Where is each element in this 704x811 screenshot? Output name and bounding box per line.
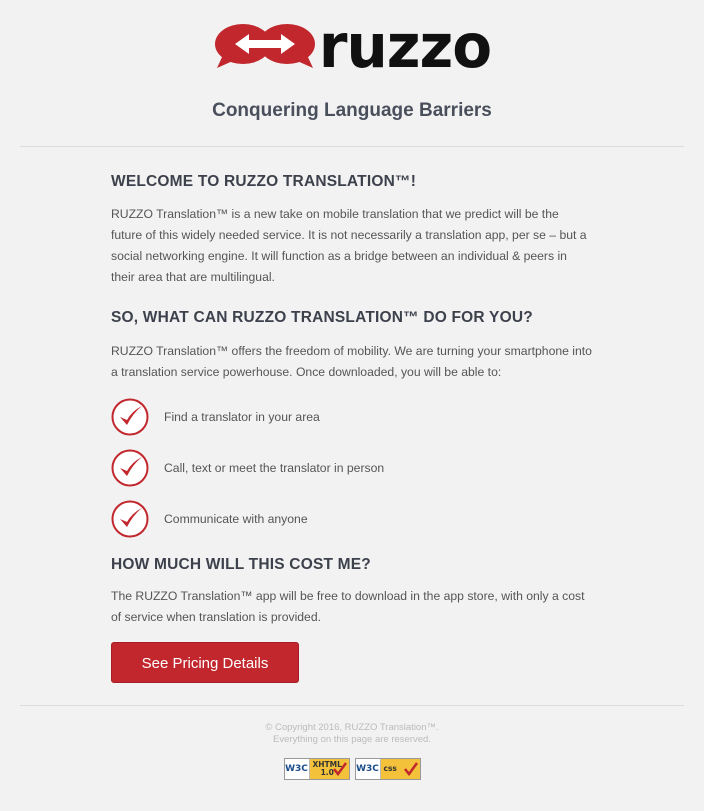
speech-bubbles-arrows-icon	[213, 21, 317, 71]
w3c-logo-text: W3C	[285, 759, 310, 779]
welcome-paragraph: RUZZO Translation™ is a new take on mobile translation that we predict will be the future of this widely needed service. It is not necessarily a translation app, per se – but a social networking engine. It will function as a bridge between an individual & peers in their area that are multilingual.	[111, 207, 587, 284]
css-valid-badge[interactable]	[355, 758, 421, 780]
main-content	[0, 173, 704, 683]
tagline: Conquering Language Barriers	[212, 100, 492, 121]
checkmark-icon	[404, 762, 418, 776]
logo-text: ruzzo	[318, 10, 492, 82]
badge-kind-line2: 1.0	[320, 768, 334, 777]
checkmark-circle-icon	[111, 500, 149, 538]
logo[interactable]	[213, 10, 492, 82]
what-paragraph: RUZZO Translation™ offers the freedom of mobility. We are turning your smartphone into a translation service powerhouse. Once downloaded, you will be able to:	[111, 344, 592, 379]
validator-badges	[0, 758, 704, 780]
header	[0, 0, 704, 122]
copyright-text: © Copyright 2016, RUZZO Translation™.	[265, 722, 439, 733]
feature-item	[111, 500, 593, 538]
w3c-logo-text: W3C	[356, 759, 381, 779]
feature-list	[111, 398, 593, 538]
feature-text: Find a translator in your area	[164, 410, 320, 424]
badge-kind	[310, 759, 349, 779]
rights-text: Everything on this page are reserved.	[273, 734, 431, 745]
divider	[20, 146, 684, 147]
feature-item	[111, 398, 593, 436]
badge-kind-line1: css	[383, 764, 397, 773]
cost-paragraph: The RUZZO Translation™ app will be free to download in the app store, with only a cost of service when translation is provided.	[111, 589, 585, 624]
checkmark-circle-icon	[111, 398, 149, 436]
welcome-heading: WELCOME TO RUZZO TRANSLATION™!	[111, 173, 417, 190]
feature-item	[111, 449, 593, 487]
see-pricing-details-button[interactable]: See Pricing Details	[111, 642, 299, 683]
what-heading: SO, WHAT CAN RUZZO TRANSLATION™ DO FOR YOU?	[111, 309, 533, 326]
badge-kind-line1: XHTML	[312, 760, 342, 769]
divider	[20, 705, 684, 706]
checkmark-circle-icon	[111, 449, 149, 487]
feature-text: Communicate with anyone	[164, 512, 308, 526]
feature-text: Call, text or meet the translator in person	[164, 461, 385, 475]
xhtml-valid-badge[interactable]	[284, 758, 350, 780]
cost-heading: HOW MUCH WILL THIS COST ME?	[111, 556, 371, 573]
checkmark-icon	[333, 762, 347, 776]
badge-kind	[381, 759, 420, 779]
footer	[0, 722, 704, 780]
